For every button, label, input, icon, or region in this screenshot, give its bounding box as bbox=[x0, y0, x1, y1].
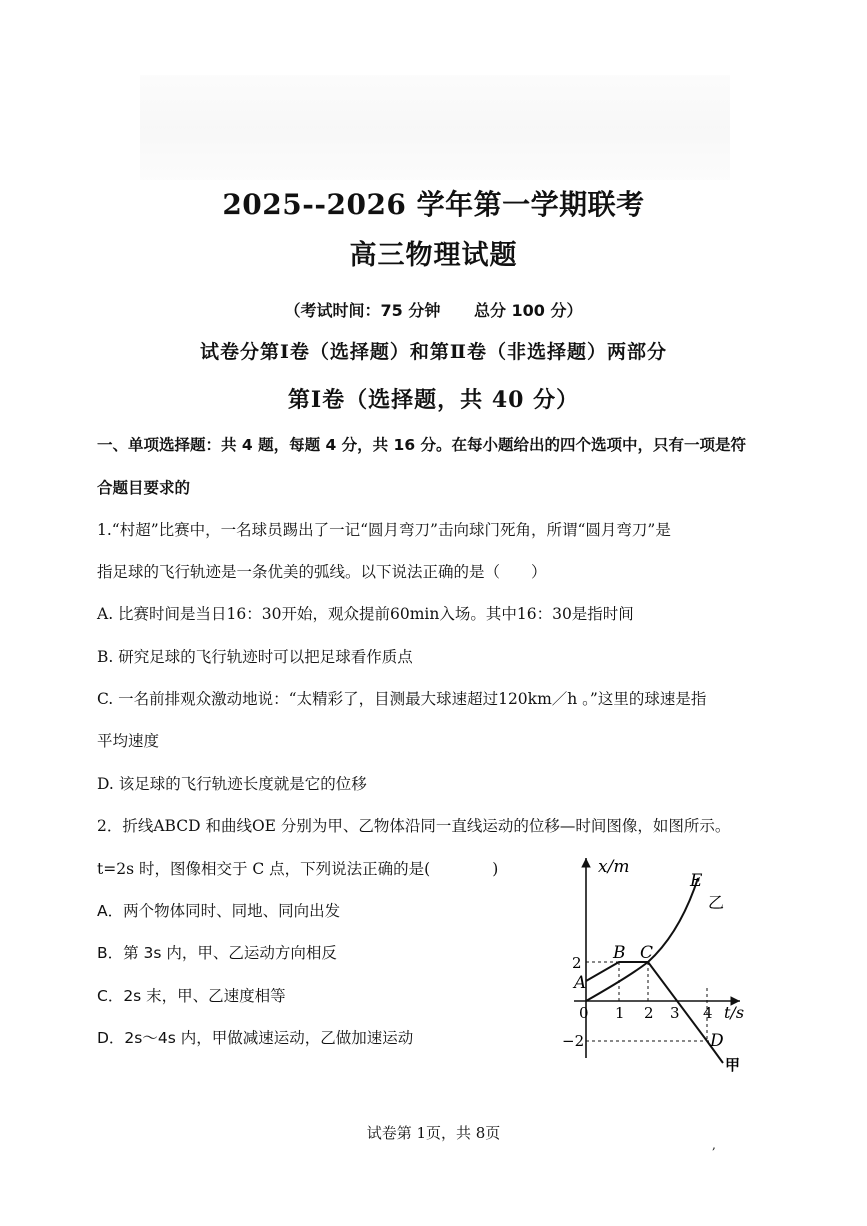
section-heading-line2: 合题目要求的 bbox=[97, 479, 191, 497]
x-tick-label: 1 bbox=[615, 1004, 625, 1022]
q1-option-d: D. 该足球的飞行轨迹长度就是它的位移 bbox=[97, 775, 367, 793]
q2-option-c: C．2s 末，甲、乙速度相等 bbox=[97, 987, 286, 1005]
volume-heading: 第Ⅰ卷（选择题，共 40 分） bbox=[287, 387, 580, 413]
x-tick-label: 3 bbox=[670, 1004, 680, 1022]
q1-option-c-line2: 平均速度 bbox=[97, 732, 160, 750]
origin-label: 0 bbox=[579, 1004, 589, 1022]
xt-graph-figure bbox=[560, 848, 760, 1078]
polyline-label: 甲 bbox=[725, 1056, 741, 1074]
q1-option-b: B. 研究足球的飞行轨迹时可以把足球看作质点 bbox=[97, 648, 413, 666]
curve-label: 乙 bbox=[708, 893, 725, 912]
curve-oe bbox=[586, 878, 698, 1001]
scan-shade bbox=[140, 75, 730, 180]
y-tick-label-neg: −2 bbox=[562, 1032, 585, 1050]
x-axis-label: t/s bbox=[724, 1003, 745, 1022]
x-tick-label: 4 bbox=[703, 1004, 713, 1022]
exam-time: （考试时间：75 分钟 bbox=[284, 301, 441, 320]
point-b-label: B bbox=[613, 943, 626, 963]
q1-stem-line2: 指足球的飞行轨迹是一条优美的弧线。以下说法正确的是（ ） bbox=[97, 563, 547, 581]
y-axis-label: x/m bbox=[598, 857, 630, 877]
x-tick-label: 2 bbox=[644, 1004, 654, 1022]
parts-note: 试卷分第Ⅰ卷（选择题）和第Ⅱ卷（非选择题）两部分 bbox=[200, 341, 667, 363]
exam-title: 2025--2026 学年第一学期联考 bbox=[222, 188, 645, 221]
q2-option-a: A．两个物体同时、同地、同向出发 bbox=[97, 902, 341, 920]
section-heading-line1: 一、单项选择题：共 4 题，每题 4 分，共 16 分。在每小题给出的四个选项中，只有一项是符 bbox=[97, 436, 747, 454]
q2-option-b: B．第 3s 内，甲、乙运动方向相反 bbox=[97, 944, 337, 962]
point-d-label: D bbox=[710, 1031, 724, 1051]
stray-mark: , bbox=[712, 1138, 716, 1152]
exam-meta bbox=[0, 298, 867, 321]
q2-stem-line1: 2．折线ABCD 和曲线OE 分别为甲、乙物体沿同一直线运动的位移—时间图像，如图所示。 bbox=[97, 817, 731, 835]
page-footer: 试卷第 1页，共 8页 bbox=[366, 1124, 501, 1142]
q2-stem-line2: t=2s 时，图像相交于 C 点，下列说法正确的是( ) bbox=[97, 860, 499, 878]
y-tick-label-pos: 2 bbox=[572, 954, 582, 972]
q1-option-c-line1: C. 一名前排观众激动地说：“太精彩了，目测最大球速超过120km／h 。”这里的球速是指 bbox=[97, 690, 707, 708]
q1-option-a: A. 比赛时间是当日16：30开始，观众提前60min入场。其中16：30是指时间 bbox=[97, 605, 634, 623]
q1-stem-line1: 1.“村超”比赛中，一名球员踢出了一记“圆月弯刀”击向球门死角，所谓“圆月弯刀”是 bbox=[97, 521, 671, 539]
q2-option-d: D．2s～4s 内，甲做减速运动，乙做加速运动 bbox=[97, 1029, 414, 1047]
point-a-label: A bbox=[574, 973, 587, 993]
total-score: 总分 100 分） bbox=[473, 301, 583, 320]
point-c-label: C bbox=[640, 943, 654, 963]
subject-title: 高三物理试题 bbox=[349, 240, 518, 271]
point-e-label: E bbox=[690, 871, 703, 891]
